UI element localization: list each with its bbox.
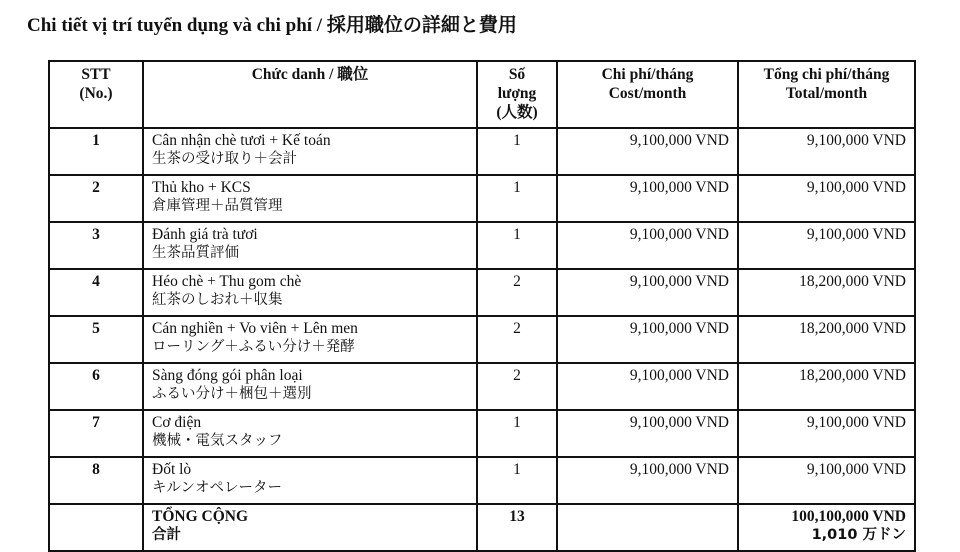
row-cost-month: 9,100,000 VND bbox=[557, 457, 738, 504]
row-stt: 1 bbox=[49, 128, 143, 175]
position-jp: 紅茶のしおれ＋収集 bbox=[152, 292, 283, 308]
table-row bbox=[49, 269, 915, 316]
position-vi: Héo chè + Thu gom chè bbox=[152, 273, 302, 290]
position-vi: Cân nhận chè tươi + Kế toán bbox=[152, 132, 331, 149]
row-stt: 4 bbox=[49, 269, 143, 316]
table-row bbox=[49, 175, 915, 222]
row-quantity: 2 bbox=[477, 269, 557, 316]
row-position bbox=[143, 175, 477, 222]
position-vi: Thủ kho + KCS bbox=[152, 179, 251, 196]
row-cost-month: 9,100,000 VND bbox=[557, 410, 738, 457]
header-quantity: Số lượng (人数) bbox=[477, 61, 557, 128]
row-cost-month: 9,100,000 VND bbox=[557, 363, 738, 410]
header-total-month: Tổng chi phí/tháng Total/month bbox=[738, 61, 915, 128]
row-position bbox=[143, 269, 477, 316]
table-row bbox=[49, 363, 915, 410]
position-vi: Đốt lò bbox=[152, 461, 192, 478]
total-label-cell: TỔNG CỘNG 合計 bbox=[143, 504, 477, 551]
table-header-row bbox=[49, 61, 915, 128]
position-jp: ローリング＋ふるい分け＋発酵 bbox=[152, 339, 355, 355]
row-cost-month: 9,100,000 VND bbox=[557, 269, 738, 316]
position-jp: 倉庫管理＋品質管理 bbox=[152, 198, 283, 214]
row-total-month: 9,100,000 VND bbox=[738, 175, 915, 222]
row-quantity: 1 bbox=[477, 128, 557, 175]
row-position bbox=[143, 363, 477, 410]
header-stt: STT (No.) bbox=[49, 61, 143, 128]
row-quantity: 1 bbox=[477, 410, 557, 457]
row-stt: 7 bbox=[49, 410, 143, 457]
table-row bbox=[49, 457, 915, 504]
header-cost-month: Chi phí/tháng Cost/month bbox=[557, 61, 738, 128]
position-jp: 生茶の受け取り＋会計 bbox=[152, 151, 297, 167]
header-position: Chức danh / 職位 bbox=[143, 61, 477, 128]
row-position bbox=[143, 410, 477, 457]
row-quantity: 1 bbox=[477, 222, 557, 269]
row-stt: 2 bbox=[49, 175, 143, 222]
row-cost-month: 9,100,000 VND bbox=[557, 128, 738, 175]
row-quantity: 2 bbox=[477, 363, 557, 410]
document-title: Chi tiết vị trí tuyển dụng và chi phí / 採用職位の詳細と費用 bbox=[27, 15, 517, 36]
table-row bbox=[49, 316, 915, 363]
row-cost-month: 9,100,000 VND bbox=[557, 222, 738, 269]
position-jp: ふるい分け＋梱包＋選別 bbox=[152, 386, 312, 402]
total-stt-cell bbox=[49, 504, 143, 551]
total-row bbox=[49, 504, 915, 551]
position-jp: 生茶品質評価 bbox=[152, 245, 239, 261]
row-stt: 6 bbox=[49, 363, 143, 410]
row-total-month: 9,100,000 VND bbox=[738, 457, 915, 504]
recruitment-cost-table bbox=[48, 60, 916, 552]
row-quantity: 2 bbox=[477, 316, 557, 363]
table-row bbox=[49, 222, 915, 269]
row-total-month: 18,200,000 VND bbox=[738, 316, 915, 363]
position-jp: 機械・電気スタッフ bbox=[152, 433, 283, 449]
position-vi: Sàng đóng gói phân loại bbox=[152, 367, 303, 384]
row-total-month: 18,200,000 VND bbox=[738, 269, 915, 316]
row-cost-month: 9,100,000 VND bbox=[557, 175, 738, 222]
row-total-month: 9,100,000 VND bbox=[738, 222, 915, 269]
row-position bbox=[143, 457, 477, 504]
position-vi: Cơ điện bbox=[152, 414, 202, 431]
row-total-month: 9,100,000 VND bbox=[738, 410, 915, 457]
table-row bbox=[49, 410, 915, 457]
total-quantity: 13 bbox=[477, 504, 557, 551]
row-stt: 5 bbox=[49, 316, 143, 363]
row-position bbox=[143, 222, 477, 269]
position-vi: Đánh giá trà tươi bbox=[152, 226, 258, 243]
row-quantity: 1 bbox=[477, 175, 557, 222]
row-stt: 8 bbox=[49, 457, 143, 504]
table-row bbox=[49, 128, 915, 175]
total-cost-cell bbox=[557, 504, 738, 551]
row-cost-month: 9,100,000 VND bbox=[557, 316, 738, 363]
row-quantity: 1 bbox=[477, 457, 557, 504]
row-total-month: 9,100,000 VND bbox=[738, 128, 915, 175]
position-vi: Cán nghiền + Vo viên + Lên men bbox=[152, 320, 358, 337]
row-stt: 3 bbox=[49, 222, 143, 269]
row-total-month: 18,200,000 VND bbox=[738, 363, 915, 410]
position-jp: キルンオペレーター bbox=[152, 480, 282, 496]
row-position bbox=[143, 128, 477, 175]
row-position bbox=[143, 316, 477, 363]
total-amount-cell: 100,100,000 VND 1,010 万ドン bbox=[738, 504, 915, 551]
